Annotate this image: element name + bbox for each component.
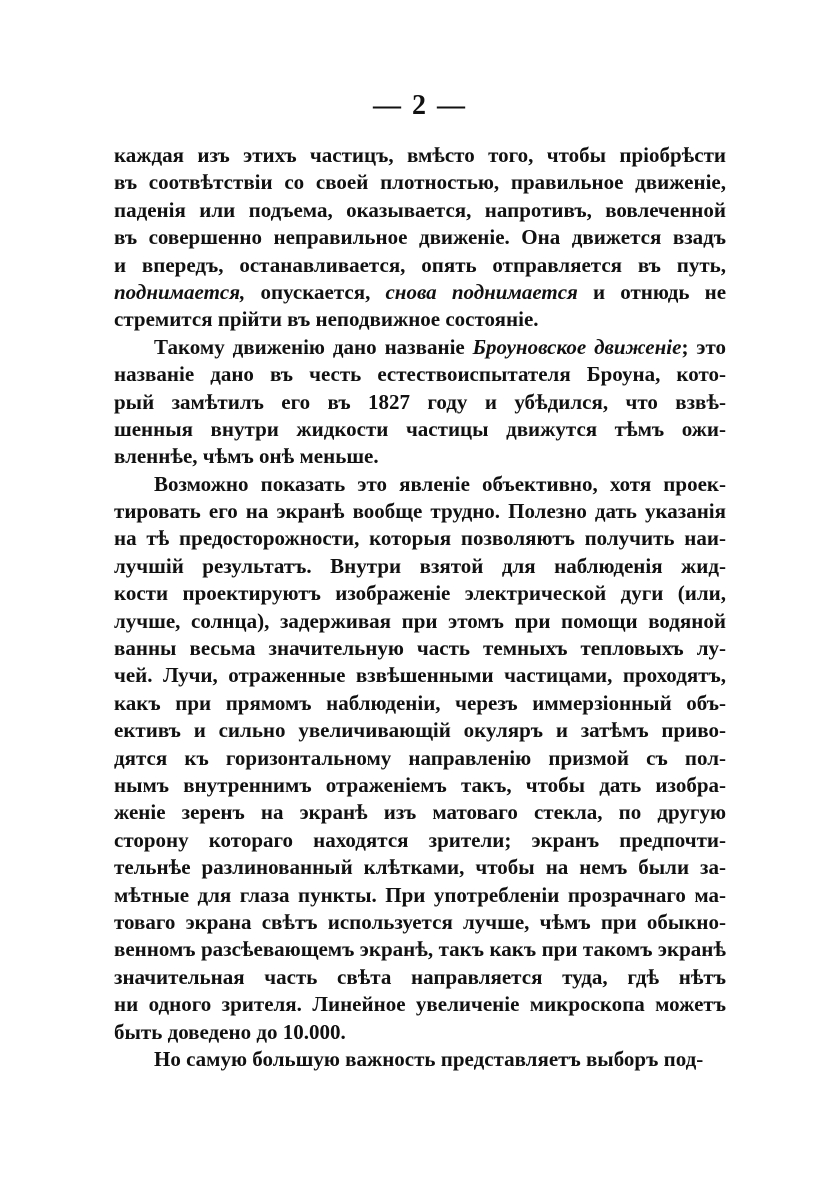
text-segment: тельнѣе разлинованный клѣтками, чтобы на немъ были за- (114, 855, 726, 880)
text-line (114, 306, 726, 333)
text-line (114, 964, 726, 991)
text-segment: нымъ внутреннимъ отраженіемъ такъ, чтобы дать изобра- (114, 772, 726, 797)
italic-text-segment: поднимается, (114, 279, 246, 304)
paragraph (114, 471, 726, 1046)
text-line (114, 252, 726, 279)
text-segment: быть доведено до 10.000. (114, 1019, 346, 1044)
text-line (114, 717, 726, 744)
text-line (114, 334, 726, 361)
text-segment: шенныя внутри жидкости частицы движутся тѣмъ ожи- (114, 416, 726, 441)
text-segment: опускается, (245, 279, 386, 304)
text-line (114, 827, 726, 854)
body-text (114, 142, 726, 1073)
text-segment: паденія или подъема, оказывается, напротивъ, вовлеченной (114, 197, 726, 222)
text-segment: ективъ и сильно увеличивающій окуляръ и затѣмъ приво- (114, 718, 726, 743)
text-segment: Такому движенію дано названіе (154, 334, 473, 359)
paragraph (114, 1046, 726, 1073)
text-segment: въ соотвѣтствіи со своей плотностью, правильное движеніе, (114, 170, 726, 195)
text-line (114, 553, 726, 580)
text-segment: Возможно показать это явленіе объективно, хотя проек- (154, 471, 726, 496)
text-segment: и отнюдь не (577, 279, 726, 304)
text-segment: и впередъ, останавливается, опять отправляется въ путь, (114, 252, 726, 277)
text-segment: ни одного зрителя. Линейное увеличеніе микроскопа можетъ (114, 992, 726, 1017)
text-segment: кости проектируютъ изображеніе электрической дуги (или, (114, 581, 726, 606)
text-segment: вленнѣе, чѣмъ онѣ меньше. (114, 444, 379, 469)
text-segment: въ совершенно неправильное движеніе. Она движется взадъ (114, 225, 726, 250)
text-line (114, 690, 726, 717)
text-line (114, 471, 726, 498)
text-line (114, 854, 726, 881)
text-segment: лучшій результатъ. Внутри взятой для наблюденія жид- (114, 553, 726, 578)
page-number: — 2 — (373, 90, 467, 121)
text-line (114, 389, 726, 416)
text-segment: венномъ разсѣевающемъ экранѣ, такъ какъ при такомъ экранѣ (114, 937, 726, 962)
text-segment: ; это (681, 334, 726, 359)
text-segment: на тѣ предосторожности, которыя позволяютъ получить наи- (114, 526, 726, 551)
text-line (114, 936, 726, 963)
text-line (114, 1046, 726, 1073)
text-segment: чей. Лучи, отраженные взвѣшенными частицами, проходятъ, (114, 663, 726, 688)
text-line (114, 361, 726, 388)
text-segment: рый замѣтилъ его въ 1827 году и убѣдился, что взвѣ- (114, 389, 726, 414)
text-segment: лучше, солнца), задерживая при этомъ при помощи водяной (114, 608, 726, 633)
text-line (114, 416, 726, 443)
italic-text-segment: Броуновское движеніе (472, 334, 682, 359)
text-segment: названіе дано въ честь естествоиспытателя Броуна, кото- (114, 362, 726, 387)
text-line (114, 580, 726, 607)
text-line (114, 799, 726, 826)
text-line (114, 443, 726, 470)
text-line (114, 772, 726, 799)
text-segment: сторону котораго находятся зрители; экранъ предпочти- (114, 827, 726, 852)
text-segment: какъ при прямомъ наблюденіи, черезъ иммерзіонный объ- (114, 690, 726, 715)
text-line (114, 142, 726, 169)
text-line (114, 909, 726, 936)
paragraph (114, 142, 726, 334)
text-segment: стремится прійти въ неподвижное состояніе. (114, 307, 539, 332)
text-segment: тировать его на экранѣ вообще трудно. Полезно дать указанія (114, 499, 726, 524)
text-segment: каждая изъ этихъ частицъ, вмѣсто того, чтобы пріобрѣсти (114, 143, 726, 167)
text-line (114, 498, 726, 525)
text-line (114, 169, 726, 196)
text-segment: мѣтные для глаза пункты. При употребленіи прозрачнаго ма- (114, 882, 726, 907)
text-line (114, 745, 726, 772)
text-segment: дятся къ горизонтальному направленію призмой съ пол- (114, 745, 726, 770)
italic-text-segment: снова поднимается (385, 279, 578, 304)
text-segment: товаго экрана свѣтъ используется лучше, чѣмъ при обыкно- (114, 909, 726, 934)
text-line (114, 608, 726, 635)
text-segment: значительная часть свѣта направляется туда, гдѣ нѣтъ (114, 964, 726, 989)
text-segment: ванны весьма значительную часть темныхъ тепловыхъ лу- (114, 636, 726, 661)
paragraph (114, 334, 726, 471)
text-line (114, 525, 726, 552)
text-line (114, 662, 726, 689)
text-line (114, 1019, 726, 1046)
text-line (114, 991, 726, 1018)
text-line (114, 224, 726, 251)
text-line (114, 882, 726, 909)
text-line (114, 635, 726, 662)
text-segment: Но самую большую важность представляетъ выборъ под- (154, 1046, 704, 1071)
text-segment: женіе зеренъ на экранѣ изъ матоваго стекла, по другую (114, 800, 726, 825)
text-line (114, 197, 726, 224)
text-line (114, 279, 726, 306)
